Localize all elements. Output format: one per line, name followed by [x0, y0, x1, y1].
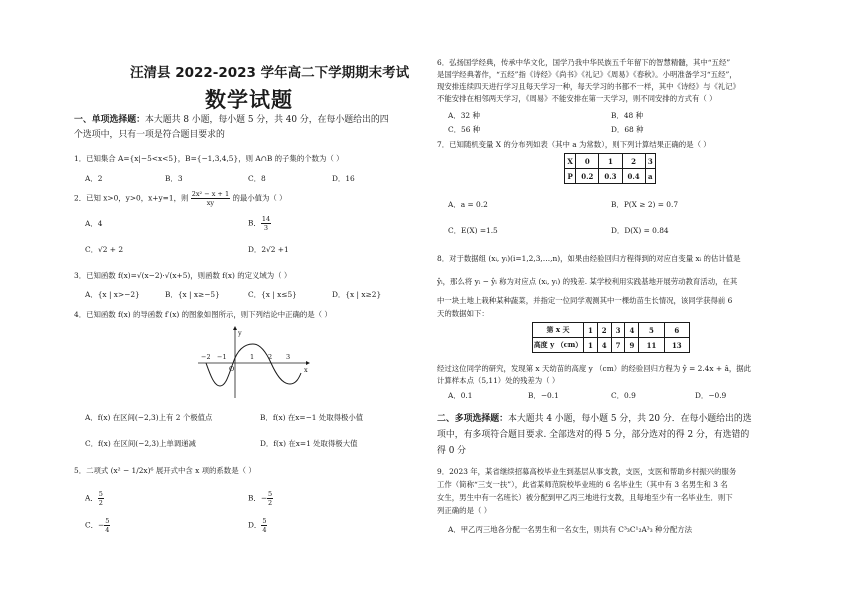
q1-option-c: C．8 — [248, 174, 266, 183]
q2-stem-a: 2．已知 x>0，y>0，x+y=1，则 — [74, 193, 189, 203]
table-cell: 0.3 — [599, 169, 622, 184]
section2-line1 — [437, 412, 752, 426]
q5-option-a-den: 2 — [98, 499, 103, 507]
table-cell: 3 — [611, 323, 625, 338]
table-cell: 1 — [599, 154, 622, 169]
table-cell: 高度 y （cm） — [533, 338, 584, 353]
q7-option-a: A．a = 0.2 — [448, 200, 488, 209]
q2-option-a: A．4 — [85, 219, 103, 228]
q8-option-a: A．0.1 — [448, 391, 473, 400]
q5-stem-b: 展开式中含 x 项的系数是（ ） — [155, 466, 256, 475]
derivative-graph — [198, 326, 310, 398]
q7-option-c: C．E(X) =1.5 — [448, 226, 498, 235]
q7-table-row-x — [565, 154, 656, 169]
q6-option-b: B．48 种 — [611, 111, 643, 120]
q5-stem — [74, 466, 256, 476]
graph-label-y: y — [238, 329, 242, 337]
q8-line1: 8．对于数据组 (xᵢ, yᵢ)(i=1,2,3,…,n)，如果由经验回归方程得到的对应自变量 xᵢ 的估计值是 — [437, 254, 741, 263]
section1-text1: 本大题共 8 小题，每小题 5 分，共 40 分，在每小题给出的四 — [145, 115, 389, 125]
graph-tick-neg1: −1 — [217, 353, 227, 361]
q5-option-a-frac — [98, 490, 104, 507]
q1-option-d: D．16 — [332, 174, 355, 183]
q9-line3: 女生，男生中有一名班长）被分配到甲乙丙三地进行支教，且每地至少有一名毕业生．则下 — [437, 493, 733, 502]
q2-option-d: D．2√2 +1 — [248, 245, 289, 254]
q5-option-c-label: C．− — [85, 520, 105, 530]
q3-option-b: B．{x | x≥−5} — [165, 290, 220, 299]
section2-text2: 项中，有多项符合题目要求. 全部选对的得 5 分，部分选对的得 2 分，有选错的 — [437, 430, 750, 440]
q5-option-b — [248, 490, 273, 507]
q4-option-a: A．f(x) 在区间(−2,3)上有 2 个极值点 — [85, 413, 213, 422]
q8-data-table — [532, 322, 690, 353]
q6-option-a: A．32 种 — [448, 111, 480, 120]
q4-option-b: B．f(x) 在x=−1 处取得极小值 — [260, 413, 364, 422]
q1-option-a: A．2 — [85, 174, 103, 183]
table-cell: 5 — [639, 323, 664, 338]
q2-option-b-label: B． — [248, 218, 261, 228]
q6-line1: 6．弘扬国学经典，传承中华文化，国学乃我中华民族五千年留下的智慧精髓，其中“五经” — [437, 58, 731, 67]
q8-line2: ŷᵢ，那么将 yᵢ − ŷᵢ 称为对应点 (xᵢ, yᵢ) 的残差. 某学校利用实践基地开展劳动教育活动，在其 — [437, 277, 738, 286]
table-cell: 11 — [639, 338, 664, 353]
q8-option-b: B．−0.1 — [528, 391, 559, 400]
q5-option-d-label: D． — [248, 520, 262, 530]
q2-frac-num: 2x² − x + 1 — [191, 190, 230, 198]
q9-line2: 工作（简称“三支一扶”），此省某师范院校毕业班的 6 名毕业生（其中有 3 名男生和 3 名 — [437, 480, 728, 489]
q2-frac-den: xy — [206, 199, 215, 207]
q8-table-row-height — [533, 338, 690, 353]
table-cell: 9 — [625, 338, 639, 353]
q6-option-c: C．56 种 — [448, 125, 481, 134]
table-cell: 2 — [597, 323, 611, 338]
q5-option-c-frac — [104, 517, 110, 534]
section1-line1 — [74, 113, 389, 127]
q7-stem: 7．已知随机变量 X 的分布列如表（其中 a 为常数），则下列计算结果正确的是（ ） — [437, 140, 711, 149]
derivative-curve — [206, 344, 301, 386]
table-cell: 7 — [611, 338, 625, 353]
section2-text3: 得 0 分 — [437, 446, 467, 456]
q2-option-c: C．√2 + 2 — [85, 245, 124, 254]
table-cell: 4 — [625, 323, 639, 338]
q2-option-b-num: 14 — [261, 215, 271, 223]
graph-tick-2: 2 — [268, 353, 273, 361]
q2-fraction — [191, 190, 230, 207]
q1-option-b: B．3 — [165, 174, 183, 183]
q3-option-a: A．{x | x>−2} — [85, 290, 140, 299]
table-cell: 0.2 — [576, 169, 599, 184]
q3-option-d: D．{x | x≥2} — [332, 290, 382, 299]
graph-label-x: x — [304, 366, 308, 374]
exam-title: 汪清县 2022-2023 学年高二下学期期末考试 — [130, 65, 410, 81]
q2-stem-b: 的最小值为（ ） — [232, 193, 287, 203]
table-cell: 1 — [584, 323, 598, 338]
q4-stem: 4．已知函数 f(x) 的导函数 f′(x) 的图象如图所示，则下列结论中正确的是（ ） — [74, 310, 332, 319]
q5-option-d-den: 4 — [262, 526, 267, 534]
q5-option-d-num: 5 — [262, 517, 267, 525]
q8-line6: 计算样本点（5,11）处的残差为（ ） — [437, 376, 560, 385]
graph-label-origin: O — [229, 365, 235, 373]
q5-option-c — [85, 517, 110, 534]
table-cell: X — [565, 154, 576, 169]
q9-line1: 9．2023 年，某省继续招募高校毕业生到基层从事支教，支医，支医和帮助乡村振兴的服务 — [437, 467, 737, 476]
q8-line4: 天的数据如下： — [437, 309, 489, 318]
x-axis-arrow — [306, 361, 310, 365]
q5-stem-a: 5．二项式 — [74, 466, 109, 475]
left-column — [70, 0, 420, 607]
q6-line3: 现安排连续四天进行学习且每天学习一种，每天学习的书都不一样，其中《诗经》与《礼记》 — [437, 82, 741, 91]
section1-heading: 一、单项选择题： — [74, 115, 145, 125]
q5-option-b-frac — [267, 490, 273, 507]
y-axis-arrow — [233, 326, 237, 330]
q5-option-d — [248, 517, 267, 534]
table-cell: P — [565, 169, 576, 184]
q6-line2: 是国学经典著作，“五经”指《诗经》《尚书》《礼记》《周易》《春秋》。小明准备学习“五经”， — [437, 70, 737, 79]
table-cell: 0 — [576, 154, 599, 169]
q4-option-d: D．f(x) 在x=1 处取得极大值 — [260, 439, 358, 448]
q7-option-d: D．D(X) = 0.84 — [611, 226, 669, 235]
section2-heading: 二、多项选择题： — [437, 414, 508, 424]
graph-tick-3: 3 — [286, 353, 291, 361]
q5-option-c-den: 4 — [105, 526, 110, 534]
table-cell: 1 — [584, 338, 598, 353]
graph-tick-1: 1 — [250, 353, 255, 361]
q5-binomial: (x² − 1/2x)⁶ — [110, 466, 154, 475]
q5-option-a — [85, 490, 104, 507]
q6-line4: 不能安排在相邻两天学习，《周易》不能安排在第一天学习，则不同安排的方式有（ ） — [437, 94, 717, 103]
graph-tick-neg2: −2 — [201, 353, 211, 361]
q8-line5: 经过这位同学的研究，发现第 x 天幼苗的高度 y （cm）的经验回归方程为 ŷ = 2.4x + â，据此 — [437, 364, 752, 373]
q5-option-a-label: A． — [85, 493, 98, 503]
table-cell: 3 — [645, 154, 655, 169]
q5-option-a-num: 5 — [98, 490, 103, 498]
q7-distribution-table — [564, 153, 656, 184]
table-cell: 第 x 天 — [533, 323, 584, 338]
q8-line3: 中一块土地上栽种某种蔬菜，并指定一位同学观测其中一棵幼苗生长情况，该同学获得前 6 — [437, 296, 733, 305]
q6-option-d: D．68 种 — [611, 125, 644, 134]
q5-option-b-label: B．− — [248, 493, 268, 503]
q5-option-b-den: 2 — [268, 499, 273, 507]
q9-line4: 列正确的是（ ） — [437, 506, 492, 515]
section1-text2: 个选项中，只有一项是符合题目要求的 — [74, 130, 225, 140]
q8-table-row-day — [533, 323, 690, 338]
q5-option-b-num: 5 — [268, 490, 273, 498]
q8-option-c: C．0.9 — [611, 391, 636, 400]
q2-option-b-den: 3 — [263, 224, 269, 232]
q2-option-b — [248, 215, 271, 232]
q8-option-d: D．−0.9 — [695, 391, 727, 400]
q5-option-d-frac — [261, 517, 267, 534]
q3-stem: 3．已知函数 f(x)=√(x−2)·√(x+5)，则函数 f(x) 的定义域为（ ） — [74, 271, 292, 280]
table-cell: 4 — [597, 338, 611, 353]
q7-table-row-p — [565, 169, 656, 184]
table-cell: 6 — [664, 323, 689, 338]
right-column — [433, 0, 803, 607]
table-cell: a — [645, 169, 655, 184]
table-cell: 0.4 — [622, 169, 645, 184]
q9-option-a: A．甲乙丙三地各分配一名男生和一名女生，则共有 C³₃C¹₂A³₃ 种分配方法 — [448, 525, 693, 534]
q5-option-c-num: 5 — [105, 517, 110, 525]
q2-option-b-frac — [261, 215, 271, 232]
q7-option-b: B．P(X ≥ 2) = 0.7 — [611, 200, 679, 209]
q2-stem — [74, 190, 287, 207]
q4-option-c: C．f(x) 在区间(−2,3)上单调递减 — [85, 439, 196, 448]
section2-text1: 本大题共 4 小题，每小题 5 分，共 20 分．在每小题给出的选 — [508, 414, 752, 424]
table-cell: 13 — [664, 338, 689, 353]
q3-option-c: C．{x | x≤5} — [248, 290, 297, 299]
subject-title: 数学试题 — [205, 88, 293, 112]
q1-stem: 1．已知集合 A={x|−5<x<5}，B={−1,3,4,5}，则 A∩B 的子集的个数为（ ） — [74, 154, 344, 163]
table-cell: 2 — [622, 154, 645, 169]
